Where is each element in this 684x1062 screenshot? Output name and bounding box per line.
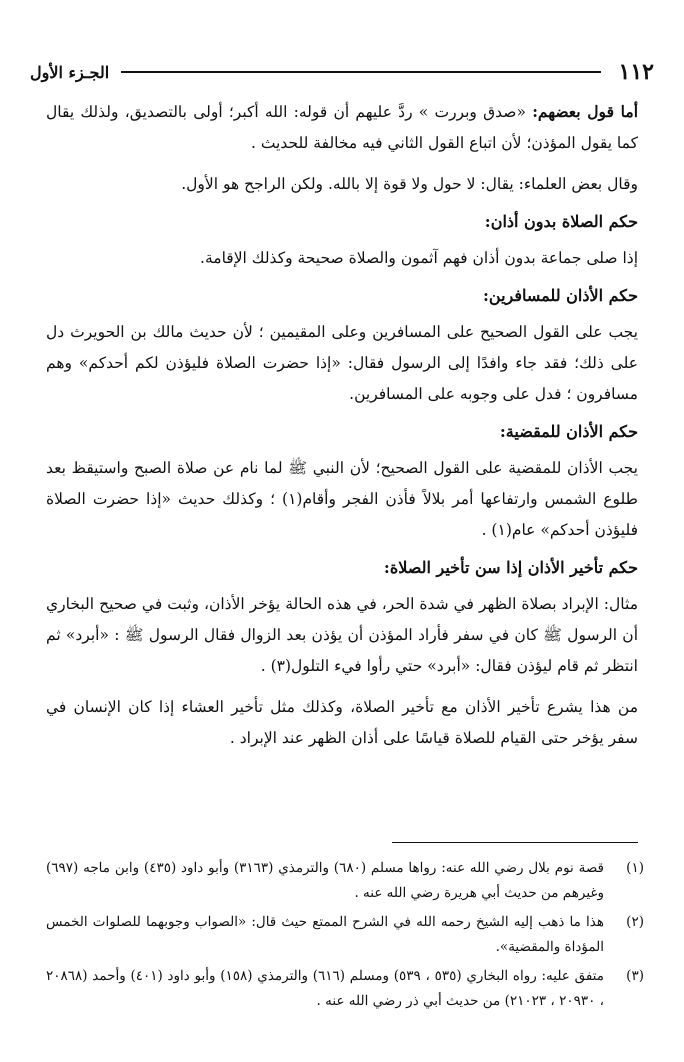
- running-title: الجـزء الأول: [30, 62, 110, 82]
- body-text: [46, 96, 638, 760]
- footnote-text: متفق عليه: رواه البخاري (٥٣٥ ، ٥٣٩) ومسلم (٦١٦) والترمذي (١٥٨) وأبو داود (٤٠١) وأحمد (٢٠٨٦٨ ، ٢٠٩٣٠ ، ٢١٠٢٣) من حديث أبي ذر رضي الله عنه .: [46, 968, 604, 1009]
- paragraph: يجب الأذان للمقضية على القول الصحيح؛ لأن النبي ﷺ لما نام عن صلاة الصبح واستيقظ بعد طلوع الشمس وارتفاعها أمر بلالاً فأذن الفجر وأقام(١) ؛ وكذلك حديث «إذا حضرت الصلاة فليؤذن أحدكم» عام(١) .: [46, 459, 638, 539]
- footnote-text: قصة نوم بلال رضي الله عنه: رواها مسلم (٦٨٠) والترمذي (٣١٦٣) وأبو داود (٤٣٥) وابن ماجه (٦٩٧) وغيرهم من حديث أبي هريرة رضي الله عنه .: [46, 860, 605, 901]
- footnote: [46, 910, 644, 960]
- page-header: [30, 55, 654, 89]
- page-number: ١١٢: [618, 59, 654, 85]
- paragraph: من هذا يشرع تأخير الأذان مع تأخير الصلاة، وكذلك مثل تأخير العشاء إذا كان الإنسان في سفر يؤخر حتى القيام للصلاة قياسًا على أذان الظهر عند الإبراد .: [46, 698, 638, 747]
- header-rule: [121, 71, 600, 73]
- section-heading: حكم الأذان للمسافرين:: [483, 286, 638, 305]
- paragraph-lead: أما قول بعضهم:: [532, 102, 638, 121]
- footnote: [46, 964, 644, 1014]
- section-heading: حكم الصلاة بدون أذان:: [484, 212, 638, 231]
- footnote-number: (١): [626, 860, 644, 876]
- section-heading: حكم الأذان للمقضية:: [499, 422, 638, 441]
- paragraph: إذا صلى جماعة بدون أذان فهم آثمون والصلاة صحيحة وكذلك الإقامة.: [200, 249, 638, 267]
- footnote: [46, 856, 644, 906]
- paragraph: مثال: الإبراد بصلاة الظهر في شدة الحر، في هذه الحالة يؤخر الأذان، وثبت في صحيح البخاري أن الرسول ﷺ كان في سفر فأراد المؤذن أن يؤذن بعد الزوال فقال الرسول ﷺ : «أبرد» ثم انتظر ثم قام ليؤذن فقال: «أبرد» حتي رأوا فيء التلول(٣) .: [46, 595, 638, 675]
- paragraph: يجب على القول الصحيح على المسافرين وعلى المقيمين ؛ لأن حديث مالك بن الحويرث دل على ذلك؛ فقد جاء وافدًا إلى الرسول فقال: «إذا حضرت الصلاة فليؤذن لكم أحدكم» وهم مسافرون ؛ فدل على وجوبه على المسافرين.: [46, 323, 638, 403]
- paragraph-text: «صدق وبررت » ردَّ عليهم أن قوله: الله أكبر؛ أولى بالتصديق، ولذلك يقال كما يقول المؤذن؛ لأن اتباع القول الثاني فيه مخالفة للحديث .: [46, 103, 638, 152]
- footnote-number: (٣): [626, 968, 644, 984]
- paragraph: [46, 96, 638, 159]
- footnote-number: (٢): [626, 914, 644, 930]
- section-heading: حكم تأخير الأذان إذا سن تأخير الصلاة:: [383, 558, 638, 577]
- footnote-text: هذا ما ذهب إليه الشيخ رحمه الله في الشرح الممتع حيث قال: «الصواب وجوبهما للصلوات الخمس المؤداة والمقضية».: [46, 914, 604, 955]
- paragraph: وقال بعض العلماء: يقال: لا حول ولا قوة إلا بالله. ولكن الراجح هو الأول.: [181, 175, 638, 193]
- footnotes: [46, 856, 644, 1018]
- footnote-rule: [392, 842, 638, 843]
